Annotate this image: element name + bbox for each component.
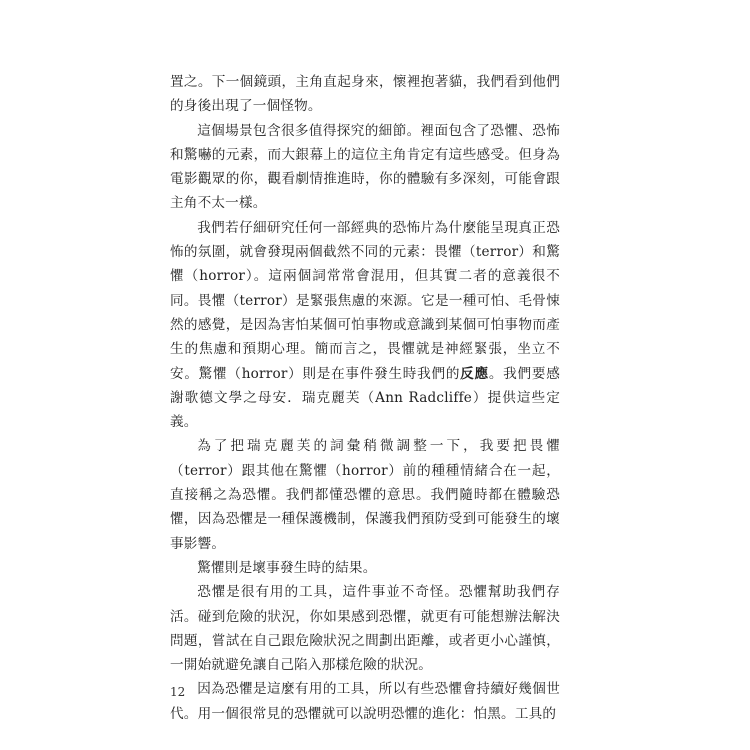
paragraph-3: [170, 216, 560, 435]
paragraph-3-text: 我們若仔細研究任何一部經典的恐怖片為什麼能呈現真正恐怖的氛圍，就會發現兩個截然不同的元素：畏懼（terror）和驚懼（horror）。這兩個詞常常會混用，但其實二者的意義很不同。畏懼（terror）是緊張焦慮的來源。它是一種可怕、毛骨悚然的感覺，是因為害怕某個可怕事物或意識到某個可怕事物而產生的焦慮和預期心理。簡而言之，畏懼就是神經緊張，坐立不安。驚懼（horror）則是在事件發生時我們的: [170, 219, 560, 382]
paragraph-3-tail: 。我們要感謝歌德文學之母安．瑞克麗芙（Ann Radcliffe）提供這些定義。: [170, 365, 560, 431]
page-number: 12: [170, 685, 186, 699]
emphasized-term: 反應: [460, 365, 489, 382]
paragraph-6: 恐懼是很有用的工具，這件事並不奇怪。恐懼幫助我們存活。碰到危險的狀況，你如果感到恐懼，就更有可能想辦法解決問題，嘗試在自己跟危險狀況之間劃出距離，或者更小心謹慎，一開始就避免讓自己陷入那樣危險的狀況。: [170, 584, 560, 674]
paragraph-4: 為了把瑞克麗芙的詞彙稍微調整一下，我要把畏懼（terror）跟其他在驚懼（horror）前的種種情緒合在一起，直接稱之為恐懼。我們都懂恐懼的意思。我們隨時都在體驗恐懼，因為恐懼是一種保護機制，保護我們預防受到可能發生的壞事影響。: [170, 438, 560, 552]
paragraph-5: 驚懼則是壞事發生時的結果。: [197, 559, 377, 576]
paragraph-1: 置之。下一個鏡頭，主角直起身來，懷裡抱著貓，我們看到他們的身後出現了一個怪物。: [170, 74, 560, 115]
paragraph-7: 因為恐懼是這麼有用的工具，所以有些恐懼會持續好幾個世代。用一個很常見的恐懼就可以說明恐懼的進化：怕黑。工具的: [170, 681, 560, 722]
body-text: [170, 70, 560, 726]
paragraph-2: 這個場景包含很多值得探究的細節。裡面包含了恐懼、恐怖和驚嚇的元素，而大銀幕上的這位主角肯定有這些感受。但身為電影觀眾的你，觀看劇情推進時，你的體驗有多深刻，可能會跟主角不太一樣。: [170, 122, 560, 212]
